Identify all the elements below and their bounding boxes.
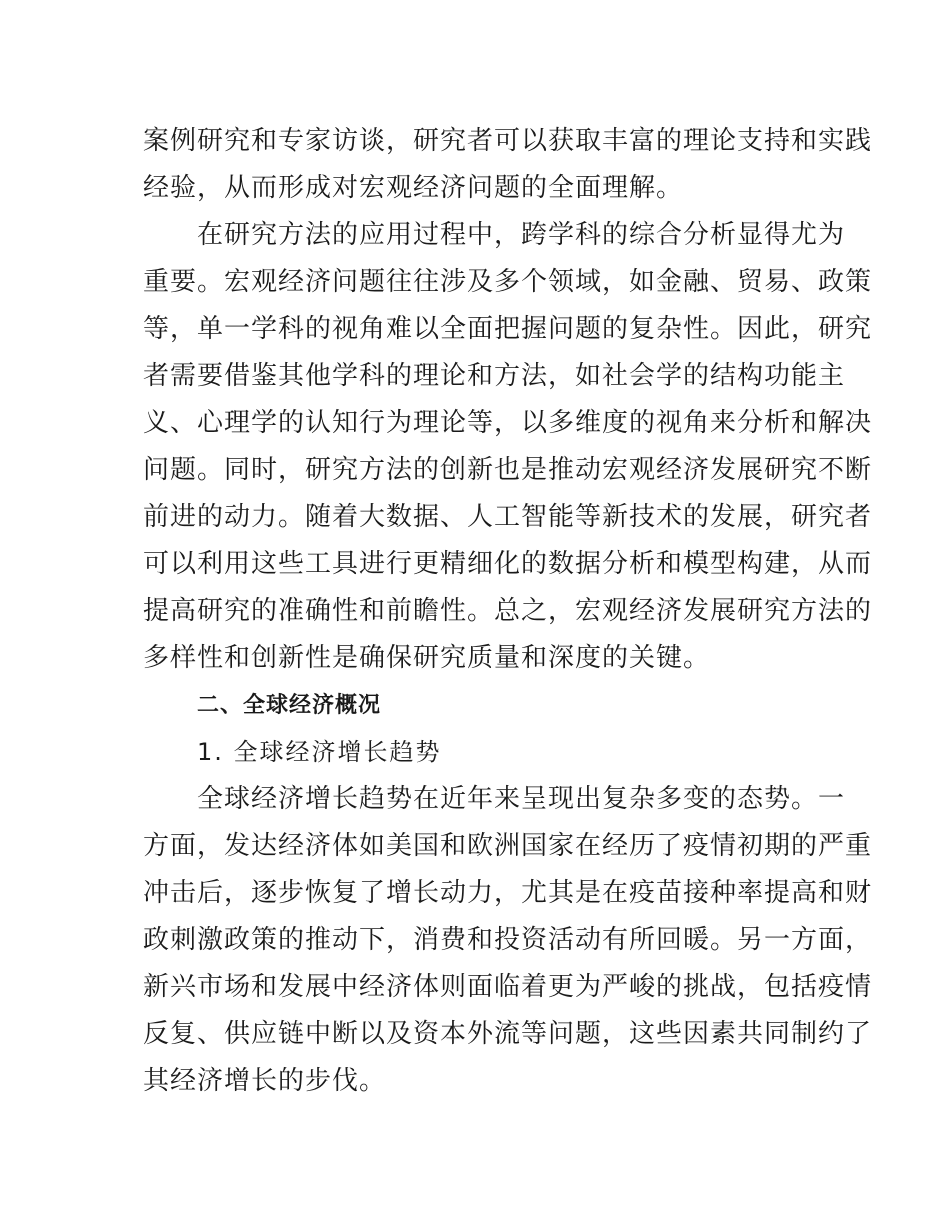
paragraph-line: 全球经济增长趋势在近年来呈现出复杂多变的态势。一 — [197, 784, 846, 814]
paragraph-line: 问题。同时，研究方法的创新也是推动宏观经济发展研究不断 — [143, 455, 873, 485]
paragraph-line: 经验，从而形成对宏观经济问题的全面理解。 — [143, 173, 684, 203]
paragraph-line: 可以利用这些工具进行更精细化的数据分析和模型构建，从而 — [143, 549, 873, 579]
paragraph-line: 多样性和创新性是确保研究质量和深度的关键。 — [143, 643, 711, 673]
paragraph-continued — [143, 118, 873, 212]
paragraph-line: 方面，发达经济体如美国和欧洲国家在经历了疫情初期的严重 — [143, 831, 873, 861]
document-body — [143, 118, 873, 1105]
paragraph-line: 前进的动力。随着大数据、人工智能等新技术的发展，研究者 — [143, 502, 873, 532]
paragraph-line: 等，单一学科的视角难以全面把握问题的复杂性。因此，研究 — [143, 314, 873, 344]
paragraph-line: 案例研究和专家访谈，研究者可以获取丰富的理论支持和实践 — [143, 126, 873, 156]
paragraph-methods — [143, 212, 873, 682]
paragraph-line: 其经济增长的步伐。 — [143, 1066, 387, 1096]
section-heading: 二、全球经济概况 — [197, 693, 382, 718]
subsection-heading: 1. 全球经济增长趋势 — [197, 738, 442, 766]
paragraph-line: 冲击后，逐步恢复了增长动力，尤其是在疫苗接种率提高和财 — [143, 878, 873, 908]
paragraph-line: 政刺激政策的推动下，消费和投资活动有所回暖。另一方面， — [143, 925, 873, 955]
paragraph-line: 义、心理学的认知行为理论等，以多维度的视角来分析和解决 — [143, 408, 873, 438]
paragraph-line: 反复、供应链中断以及资本外流等问题，这些因素共同制约了 — [143, 1019, 873, 1049]
paragraph-line: 新兴市场和发展中经济体则面临着更为严峻的挑战，包括疫情 — [143, 972, 873, 1002]
paragraph-line: 者需要借鉴其他学科的理论和方法，如社会学的结构功能主 — [143, 361, 846, 391]
paragraph-line: 重要。宏观经济问题往往涉及多个领域，如金融、贸易、政策 — [143, 267, 873, 297]
paragraph-line: 提高研究的准确性和前瞻性。总之，宏观经济发展研究方法的 — [143, 596, 873, 626]
paragraph-line: 在研究方法的应用过程中，跨学科的综合分析显得尤为 — [197, 220, 846, 250]
paragraph-growth-trend — [143, 776, 873, 1105]
